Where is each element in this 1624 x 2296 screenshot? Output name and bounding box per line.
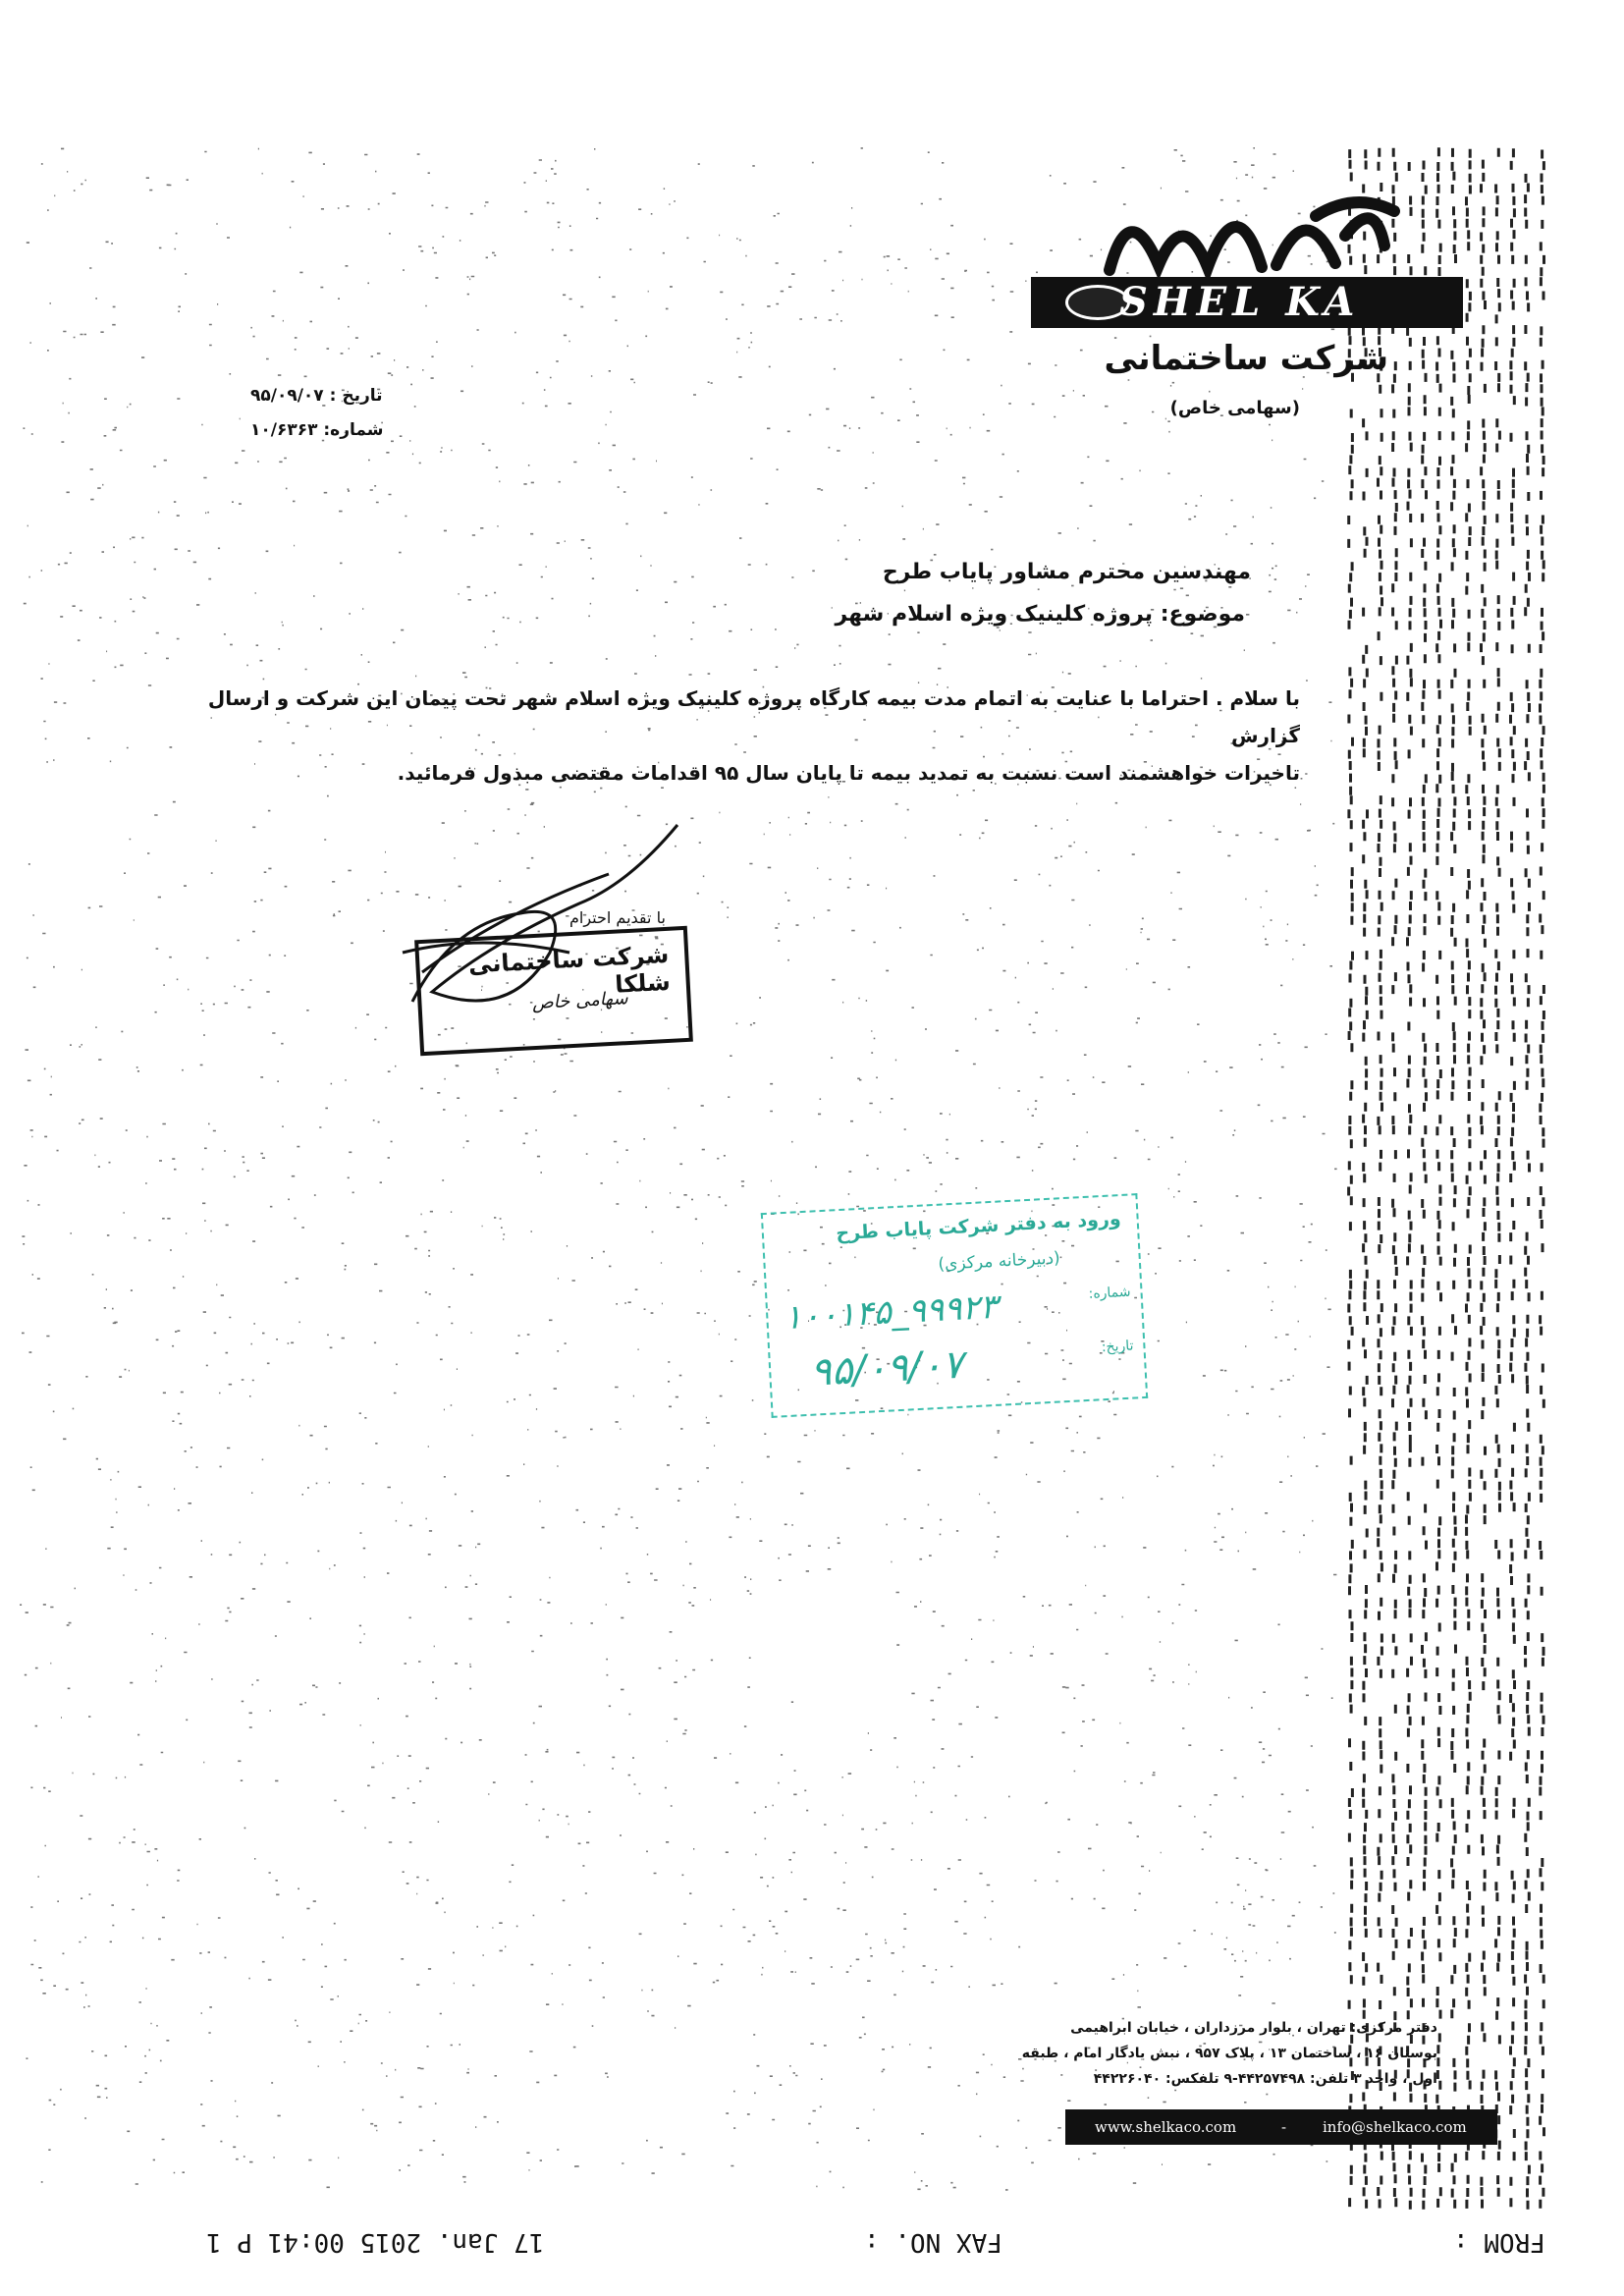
company-type: (سهامی خاص) [1169, 398, 1300, 418]
received-date-label: تاریخ: [1101, 1338, 1134, 1356]
received-number-label: شماره: [1088, 1284, 1131, 1302]
company-name: شرکت ساختمانی [1104, 339, 1388, 378]
contact-separator: - [1281, 2118, 1287, 2136]
website: www.shelkaco.com [1095, 2118, 1237, 2136]
fax-from: FROM : [1453, 2227, 1545, 2257]
footer-address [947, 2015, 1437, 2092]
body-line-1: با سلام . احتراما با عنایت به اتمام مدت بیمه کارگاه پروژه کلینیک ویژه اسلام شهر تحت پیمان این شرکت و ارسال گزارش [207, 686, 1300, 747]
letter-body [141, 680, 1300, 792]
subject: موضوع: پروژه کلینیک ویژه اسلام شهر [835, 602, 1245, 627]
received-stamp-subtitle: (دبیرخانه مرکزی) [937, 1248, 1061, 1275]
received-stamp [761, 1193, 1148, 1418]
contact-bar [1065, 2109, 1497, 2145]
address-line-2: بوستان ۱۶ ، ساختمان ۱۳ ، پلاک ۹۵۷ ، نبش یادگار امام ، طبقه [1021, 2046, 1437, 2061]
letter-number: شماره: ۱۰/۶۳۶۳ [250, 420, 384, 440]
side-pattern-strip [1347, 147, 1553, 2210]
closing-text: با تقدیم احترام [569, 908, 666, 927]
stamp-line-2: سهامی خاص [531, 988, 629, 1014]
signature [373, 805, 727, 1061]
fax-number-label: FAX NO. : [864, 2227, 1002, 2257]
letter-date: تاریخ : ۹۵/۰۹/۰۷ [250, 386, 383, 406]
addressee: مهندسین محترم مشاور پایاب طرح [882, 560, 1251, 584]
stamp-line-1: شرکت ساختمانی شلکا [467, 940, 672, 999]
received-date: ۹۵/۰۹/۰۷ [809, 1341, 965, 1395]
fax-timestamp: 17 Jan. 2015 00:41 P 1 [206, 2227, 545, 2257]
email: info@shelkaco.com [1323, 2118, 1467, 2136]
received-stamp-title: ورود به دفتر شرکت پایاب طرح [835, 1208, 1122, 1245]
received-number: ۱۰۰۱۴۵_۹۹۹۲۳ [783, 1286, 1000, 1339]
shelka-logo-calligraphy [1090, 177, 1404, 285]
address-line-1: دفتر مرکزی: تهران ، بلوار مرزداران ، خیابان ابراهیمی [1070, 2020, 1437, 2036]
logo-latin-text: SHEL KA [1119, 279, 1361, 325]
body-line-2: تاخیرات خواهشمند است نسبت به تمدید بیمه تا پایان سال ۹۵ اقدامات مقتضی مبذول فرمائید. [397, 761, 1300, 785]
address-line-3: اول ، واحد ۳ تلفن: ۴۴۲۵۷۴۹۸-۹ تلفکس: ۴۴۲۲۶۰۴۰ [1093, 2071, 1437, 2087]
